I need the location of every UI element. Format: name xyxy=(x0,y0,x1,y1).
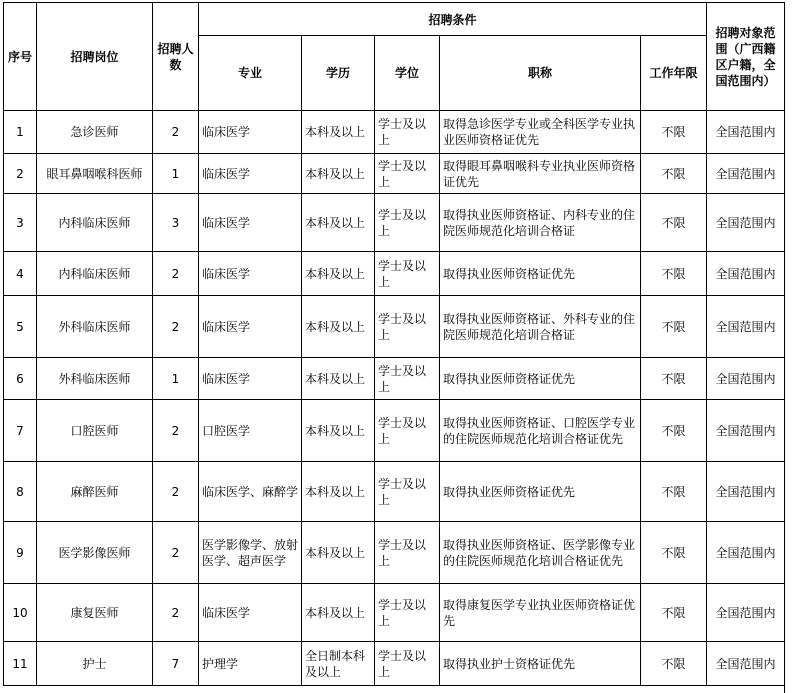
table-row xyxy=(4,400,785,462)
cell-education: 本科及以上 xyxy=(302,358,375,400)
cell-position: 外科临床医师 xyxy=(37,296,153,358)
cell-scope: 全国范围内 xyxy=(707,154,785,194)
cell-major: 临床医学 xyxy=(199,296,302,358)
cell-count: 1 xyxy=(153,358,199,400)
header-title: 职称 xyxy=(440,36,641,111)
cell-education: 本科及以上 xyxy=(302,194,375,252)
cell-position: 急诊医师 xyxy=(37,111,153,154)
cell-experience: 不限 xyxy=(641,296,707,358)
cell-title: 取得执业医师资格证、内科专业的住院医师规范化培训合格证 xyxy=(440,194,641,252)
header-count: 招聘人数 xyxy=(153,3,199,111)
cell-scope: 全国范围内 xyxy=(707,111,785,154)
cell-degree: 学士及以上 xyxy=(375,462,440,522)
header-education: 学历 xyxy=(302,36,375,111)
header-seq: 序号 xyxy=(4,3,37,111)
cell-major: 医学影像学、放射医学、超声医学 xyxy=(199,522,302,584)
cell-scope: 全国范围内 xyxy=(707,584,785,642)
cell-count: 7 xyxy=(153,642,199,686)
cell-education: 本科及以上 xyxy=(302,154,375,194)
table-header xyxy=(4,3,785,111)
cell-title: 取得急诊医学专业或全科医学专业执业医师资格证优先 xyxy=(440,111,641,154)
table-row xyxy=(4,154,785,194)
cell-title: 取得执业医师资格证优先 xyxy=(440,462,641,522)
table-row xyxy=(4,462,785,522)
cell-degree: 学士及以上 xyxy=(375,111,440,154)
cell-position: 医学影像医师 xyxy=(37,522,153,584)
table-row xyxy=(4,252,785,296)
cell-major: 临床医学 xyxy=(199,111,302,154)
cell-title: 取得执业医师资格证、医学影像专业的住院医师规范化培训合格证优先 xyxy=(440,522,641,584)
cell-major: 临床医学 xyxy=(199,194,302,252)
cell-scope: 全国范围内 xyxy=(707,358,785,400)
cell-position: 内科临床医师 xyxy=(37,194,153,252)
cell-position: 眼耳鼻咽喉科医师 xyxy=(37,154,153,194)
cell-education: 本科及以上 xyxy=(302,462,375,522)
header-conditions: 招聘条件 xyxy=(199,3,707,36)
cell-scope: 全国范围内 xyxy=(707,296,785,358)
cell-major: 临床医学 xyxy=(199,154,302,194)
cell-scope: 全国范围内 xyxy=(707,642,785,686)
cell-count: 2 xyxy=(153,252,199,296)
cell-title: 取得执业医师资格证、口腔医学专业的住院医师规范化培训合格证优先 xyxy=(440,400,641,462)
cell-position: 外科临床医师 xyxy=(37,358,153,400)
header-experience: 工作年限 xyxy=(641,36,707,111)
cell-title: 取得康复医学专业执业医师资格证优先 xyxy=(440,584,641,642)
cell-position: 口腔医师 xyxy=(37,400,153,462)
cell-education: 本科及以上 xyxy=(302,111,375,154)
cell-title: 取得执业护士资格证优先 xyxy=(440,642,641,686)
cell-title: 取得眼耳鼻咽喉科专业执业医师资格证优先 xyxy=(440,154,641,194)
cell-experience: 不限 xyxy=(641,111,707,154)
cell-education: 本科及以上 xyxy=(302,296,375,358)
cell-count: 2 xyxy=(153,111,199,154)
cell-degree: 学士及以上 xyxy=(375,296,440,358)
table-row xyxy=(4,584,785,642)
cell-count: 2 xyxy=(153,462,199,522)
cell-count: 2 xyxy=(153,522,199,584)
cell-count: 1 xyxy=(153,154,199,194)
header-major: 专业 xyxy=(199,36,302,111)
recruitment-table-container xyxy=(3,2,785,686)
cell-experience: 不限 xyxy=(641,194,707,252)
cell-education: 本科及以上 xyxy=(302,522,375,584)
cell-title: 取得执业医师资格证优先 xyxy=(440,252,641,296)
cell-seq: 3 xyxy=(4,194,37,252)
cell-scope: 全国范围内 xyxy=(707,252,785,296)
cell-seq: 9 xyxy=(4,522,37,584)
cell-seq: 8 xyxy=(4,462,37,522)
table-body xyxy=(4,111,785,686)
cell-position: 麻醉医师 xyxy=(37,462,153,522)
cell-title: 取得执业医师资格证、外科专业的住院医师规范化培训合格证 xyxy=(440,296,641,358)
cell-major: 临床医学、麻醉学 xyxy=(199,462,302,522)
cell-experience: 不限 xyxy=(641,358,707,400)
cell-experience: 不限 xyxy=(641,462,707,522)
cell-scope: 全国范围内 xyxy=(707,194,785,252)
cell-seq: 6 xyxy=(4,358,37,400)
cell-experience: 不限 xyxy=(641,400,707,462)
cell-major: 临床医学 xyxy=(199,584,302,642)
cell-scope: 全国范围内 xyxy=(707,462,785,522)
header-scope: 招聘对象范围（广西籍区户籍，全国范围内） xyxy=(707,3,785,111)
cell-experience: 不限 xyxy=(641,252,707,296)
cell-seq: 2 xyxy=(4,154,37,194)
cell-seq: 11 xyxy=(4,642,37,686)
cell-seq: 5 xyxy=(4,296,37,358)
cell-seq: 1 xyxy=(4,111,37,154)
cell-title: 取得执业医师资格证优先 xyxy=(440,358,641,400)
cell-count: 3 xyxy=(153,194,199,252)
cell-count: 2 xyxy=(153,584,199,642)
cell-experience: 不限 xyxy=(641,584,707,642)
cell-degree: 学士及以上 xyxy=(375,194,440,252)
cell-seq: 4 xyxy=(4,252,37,296)
cell-education: 全日制本科及以上 xyxy=(302,642,375,686)
cell-degree: 学士及以上 xyxy=(375,154,440,194)
cell-education: 本科及以上 xyxy=(302,400,375,462)
cell-degree: 学士及以上 xyxy=(375,584,440,642)
cell-count: 2 xyxy=(153,400,199,462)
cell-major: 临床医学 xyxy=(199,252,302,296)
cell-education: 本科及以上 xyxy=(302,252,375,296)
table-row xyxy=(4,358,785,400)
cell-seq: 10 xyxy=(4,584,37,642)
right-border-line xyxy=(784,2,785,693)
cell-degree: 学士及以上 xyxy=(375,522,440,584)
cell-experience: 不限 xyxy=(641,642,707,686)
cell-count: 2 xyxy=(153,296,199,358)
cell-degree: 学士及以上 xyxy=(375,400,440,462)
cell-degree: 学士及以上 xyxy=(375,358,440,400)
table-row xyxy=(4,296,785,358)
table-row xyxy=(4,111,785,154)
cell-experience: 不限 xyxy=(641,154,707,194)
cell-seq: 7 xyxy=(4,400,37,462)
cell-major: 口腔医学 xyxy=(199,400,302,462)
cell-degree: 学士及以上 xyxy=(375,252,440,296)
cell-position: 护士 xyxy=(37,642,153,686)
cell-experience: 不限 xyxy=(641,522,707,584)
cell-major: 临床医学 xyxy=(199,358,302,400)
cell-position: 康复医师 xyxy=(37,584,153,642)
cell-scope: 全国范围内 xyxy=(707,522,785,584)
header-position: 招聘岗位 xyxy=(37,3,153,111)
cell-scope: 全国范围内 xyxy=(707,400,785,462)
header-degree: 学位 xyxy=(375,36,440,111)
cell-position: 内科临床医师 xyxy=(37,252,153,296)
cell-major: 护理学 xyxy=(199,642,302,686)
recruitment-table xyxy=(3,2,785,686)
cell-education: 本科及以上 xyxy=(302,584,375,642)
table-row xyxy=(4,522,785,584)
table-row xyxy=(4,194,785,252)
table-row xyxy=(4,642,785,686)
cell-degree: 学士及以上 xyxy=(375,642,440,686)
